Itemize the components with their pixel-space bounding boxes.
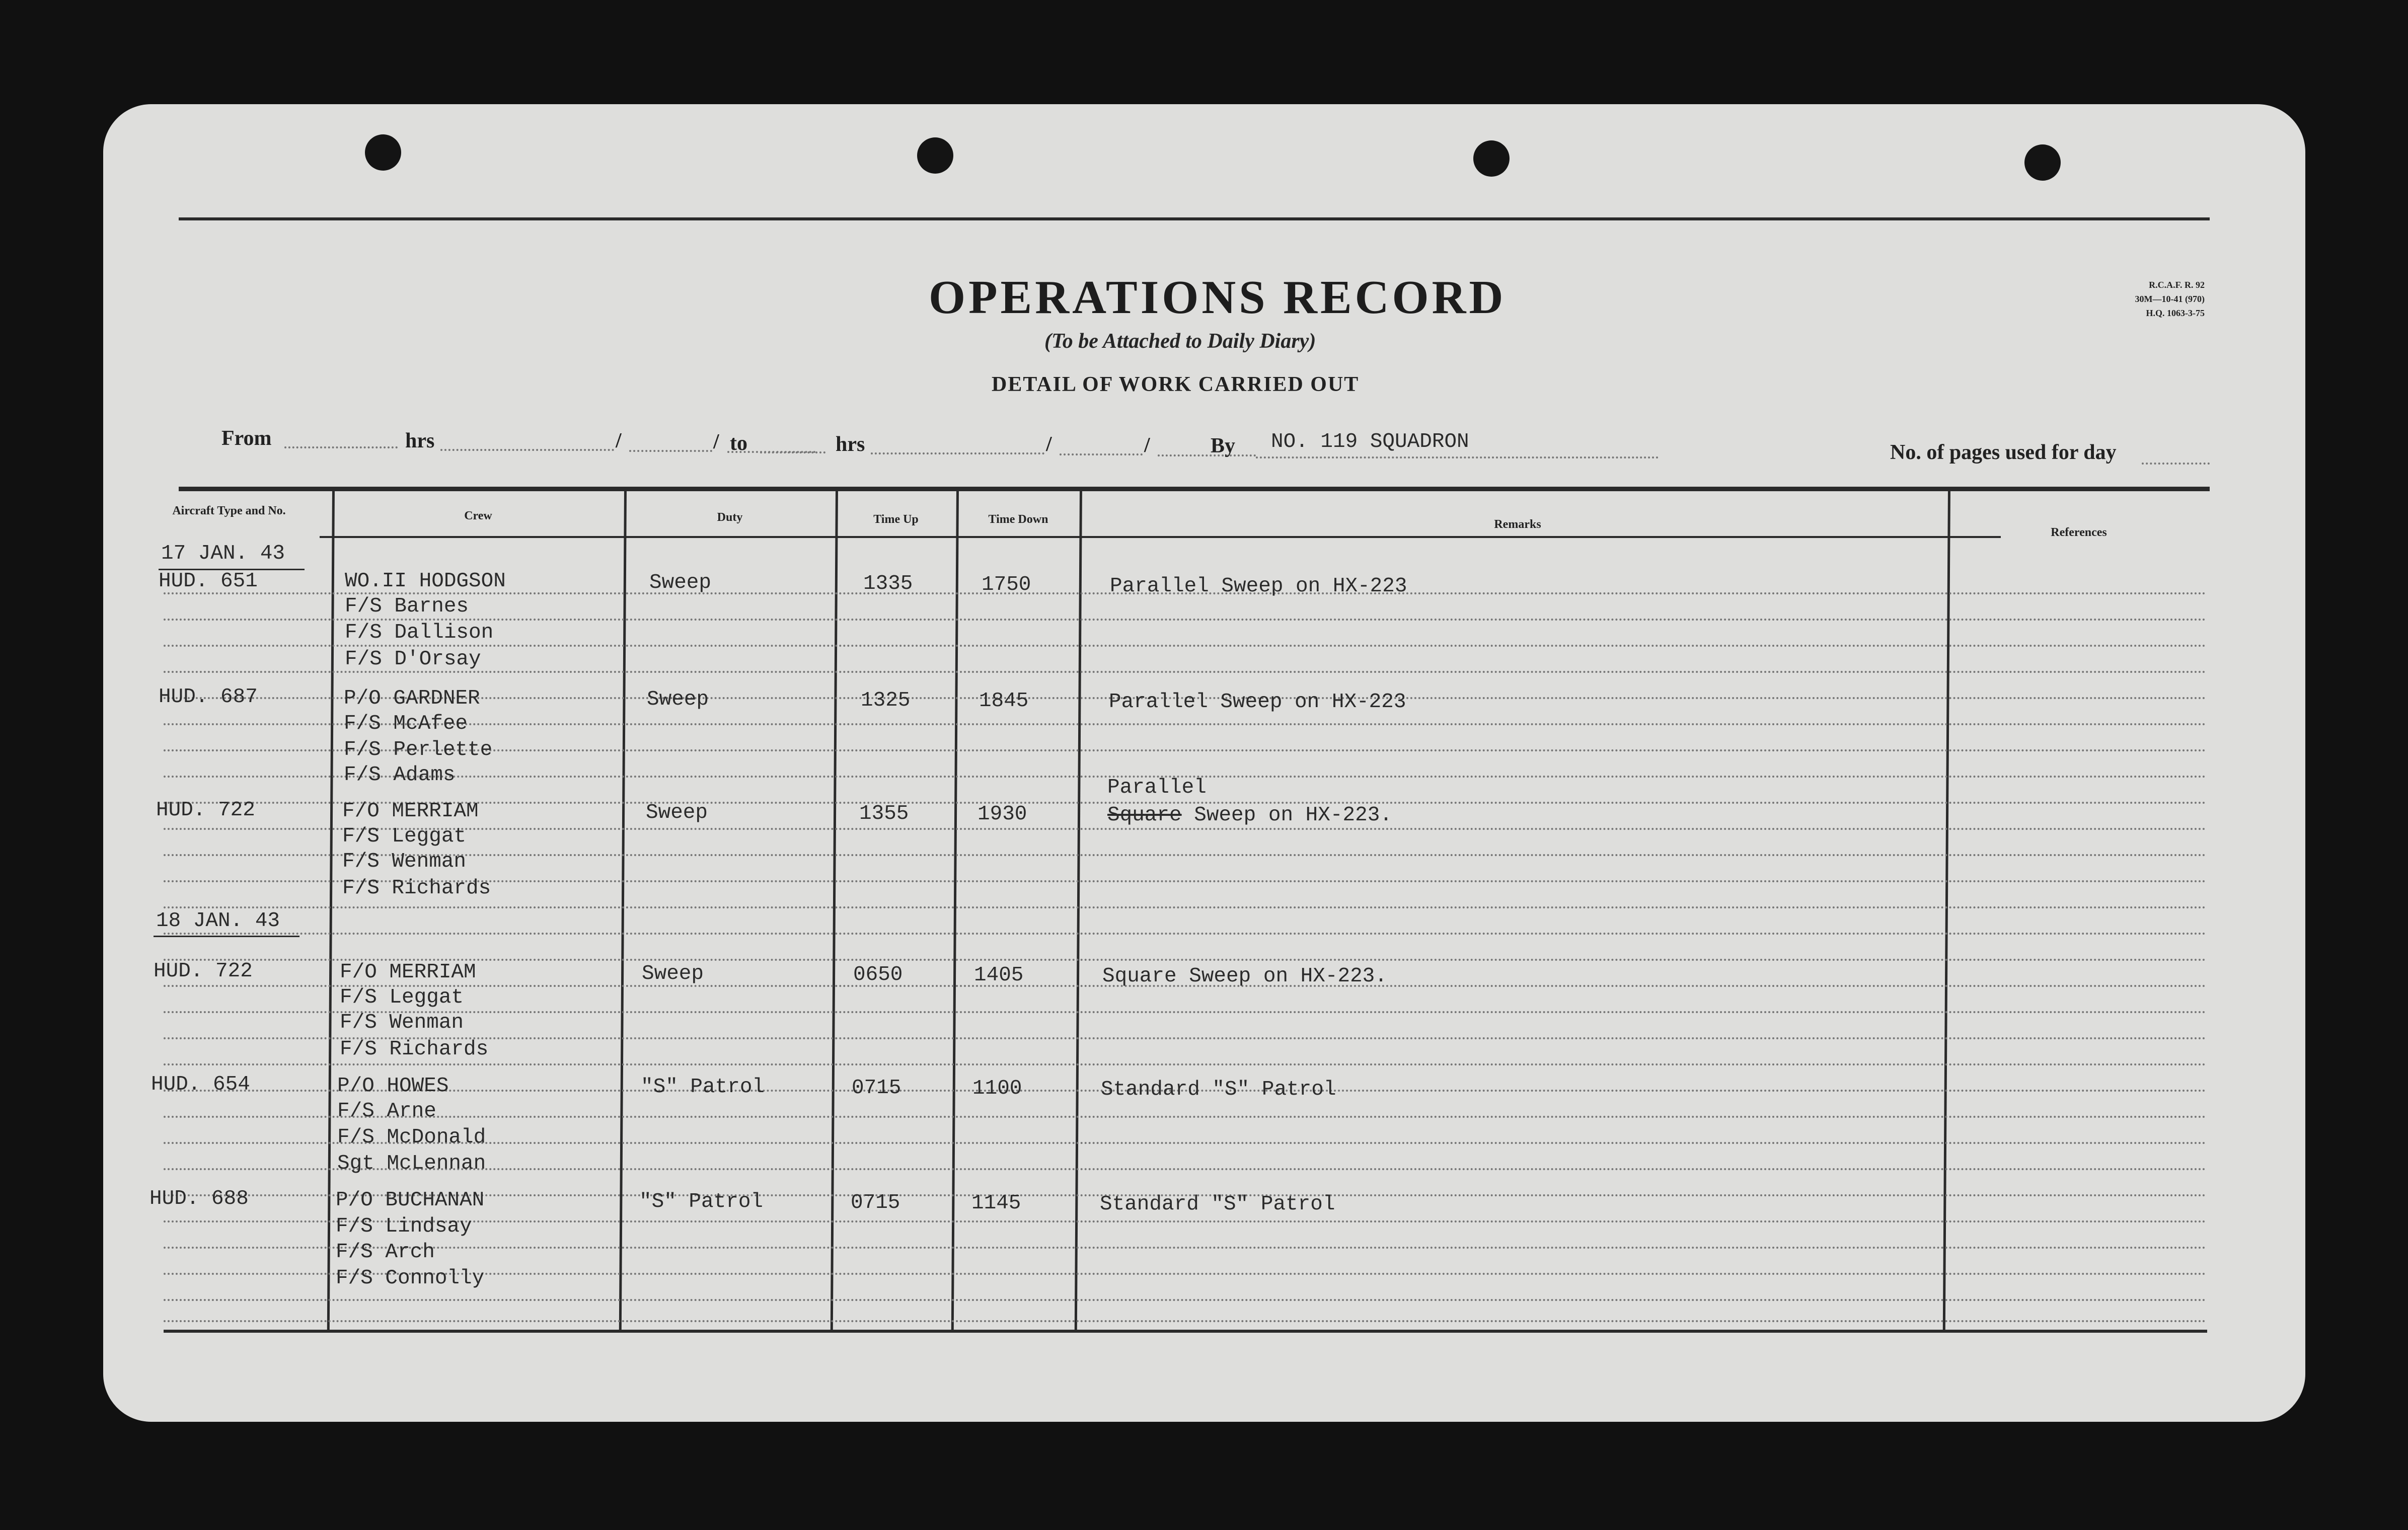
punch-hole (365, 134, 401, 171)
date-heading: 17 JAN. 43 (161, 542, 285, 565)
from-field (284, 446, 398, 448)
ruling-line (164, 645, 2207, 647)
ruling-line (164, 619, 2207, 621)
operations-record-card (103, 104, 2305, 1422)
crew-member: P/O GARDNER (344, 687, 480, 710)
page-subtitle: (To be Attached to Daily Diary) (1044, 330, 1316, 353)
aircraft-number: HUD. 688 (149, 1187, 249, 1210)
header-rule (320, 536, 2001, 538)
crew-member: F/S D'Orsay (345, 648, 481, 671)
hrs-label: hrs (836, 433, 865, 456)
slash: / (616, 429, 622, 452)
time-up: 0650 (853, 963, 903, 986)
to-field (760, 451, 825, 453)
hrs-field (440, 449, 614, 451)
duty: Sweep (649, 571, 712, 594)
header-aircraft: Aircraft Type and No. (172, 504, 286, 517)
crew-member: F/S Perlette (344, 738, 493, 761)
ruling-line (164, 1011, 2207, 1013)
crew-member: F/S Leggat (340, 986, 464, 1009)
ruling-line (164, 828, 2207, 830)
ruling-line (164, 1299, 2207, 1301)
time-up: 1325 (861, 689, 911, 712)
from-label: From (221, 427, 272, 450)
duty: Sweep (646, 801, 708, 824)
table-bottom-rule (164, 1330, 2207, 1333)
ruling-line (164, 1247, 2207, 1249)
slash: / (713, 430, 719, 453)
duty: Sweep (647, 688, 709, 711)
duty: "S" Patrol (639, 1190, 764, 1213)
time-up: 0715 (851, 1191, 900, 1214)
crew-member: F/S Richards (340, 1038, 489, 1061)
time-down: 1930 (977, 803, 1027, 826)
hrs-field (871, 452, 1044, 454)
aircraft-number: HUD. 722 (156, 799, 255, 822)
squadron-name: NO. 119 SQUADRON (1271, 430, 1469, 453)
slash: / (1046, 433, 1052, 456)
pages-label: No. of pages used for day (1890, 441, 2117, 464)
crew-member: F/S McAfee (344, 712, 468, 735)
crew-member: F/S Wenman (342, 850, 467, 873)
crew-member: F/S Dallison (345, 621, 494, 644)
ruling-line (164, 933, 2207, 935)
remarks: Parallel Sweep on HX-223 (1110, 575, 1407, 598)
ruling-line (164, 1063, 2207, 1065)
remarks-text: Sweep on HX-223. (1194, 804, 1392, 827)
header-crew: Crew (464, 509, 492, 522)
ruling-line (164, 1116, 2207, 1118)
remarks-insertion: Parallel (1107, 776, 1207, 799)
ruling-line (164, 671, 2207, 673)
hrs-label: hrs (405, 429, 435, 452)
pages-field (2142, 463, 2210, 465)
date-field (1158, 454, 1256, 456)
aircraft-number: HUD. 651 (159, 570, 258, 593)
crew-member: P/O HOWES (337, 1075, 449, 1098)
form-codes: R.C.A.F. R. 92 30M—10-41 (970) H.Q. 1063-3-75 (2135, 280, 2205, 318)
crew-member: F/O MERRIAM (342, 800, 479, 823)
time-up: 0715 (852, 1077, 901, 1100)
crew-member: WO.II HODGSON (345, 570, 506, 593)
col-divider (619, 489, 627, 1331)
remarks: Standard "S" Patrol (1101, 1078, 1336, 1101)
time-down: 1405 (974, 964, 1024, 987)
ruling-line (164, 723, 2207, 725)
crew-member: F/S McDonald (337, 1126, 486, 1149)
punch-hole (2024, 144, 2061, 181)
time-down: 1100 (972, 1077, 1022, 1100)
crew-member: F/S Arne (337, 1100, 436, 1123)
time-down: 1750 (982, 573, 1031, 596)
header-duty: Duty (717, 511, 743, 524)
crew-member: F/S Wenman (340, 1011, 464, 1034)
remarks-struck-word: Square (1107, 804, 1182, 827)
date-underline (154, 936, 299, 937)
squadron-field (1256, 456, 1659, 458)
aircraft-number: HUD. 722 (154, 960, 253, 983)
col-divider (327, 489, 335, 1331)
crew-member: F/S Adams (344, 763, 456, 787)
col-divider (1075, 489, 1082, 1331)
col-divider (1943, 489, 1950, 1331)
crew-member: F/S Leggat (342, 825, 467, 848)
duty: Sweep (642, 962, 704, 985)
punch-hole (917, 137, 953, 174)
header-time-up: Time Up (873, 513, 919, 526)
col-divider (831, 489, 838, 1331)
by-label: By (1211, 434, 1236, 457)
ruling-line (164, 854, 2207, 856)
top-rule (179, 217, 2210, 220)
crew-member: F/S Richards (342, 877, 491, 900)
remarks (1107, 804, 1392, 827)
remarks: Parallel Sweep on HX-223 (1109, 691, 1406, 714)
punch-hole (1473, 140, 1510, 177)
header-remarks: Remarks (1494, 518, 1541, 531)
date-heading: 18 JAN. 43 (156, 909, 280, 933)
crew-member: F/S Connolly (336, 1267, 485, 1290)
aircraft-number: HUD. 687 (159, 685, 258, 709)
remarks: Square Sweep on HX-223. (1102, 965, 1387, 988)
page-title: OPERATIONS RECORD (929, 271, 1507, 324)
remarks: Standard "S" Patrol (1100, 1193, 1335, 1216)
crew-member: P/O BUCHANAN (336, 1189, 485, 1212)
date-field (1060, 453, 1143, 455)
header-time-down: Time Down (988, 513, 1048, 526)
table-top-rule (179, 487, 2210, 491)
aircraft-number: HUD. 654 (151, 1073, 250, 1096)
header-references: References (2051, 526, 2107, 539)
time-down: 1145 (971, 1192, 1021, 1215)
ruling-line (164, 906, 2207, 908)
date-field (629, 450, 712, 452)
crew-member: F/S Arch (336, 1241, 435, 1264)
crew-member: F/S Barnes (345, 595, 469, 618)
time-up: 1355 (859, 802, 909, 825)
col-divider (951, 489, 959, 1331)
section-heading: DETAIL OF WORK CARRIED OUT (992, 373, 1360, 396)
time-down: 1845 (979, 690, 1029, 713)
crew-member: F/O MERRIAM (340, 961, 476, 984)
time-up: 1335 (863, 572, 913, 595)
to-label: to (730, 432, 747, 455)
crew-member: Sgt McLennan (337, 1152, 486, 1175)
crew-member: F/S Lindsay (336, 1215, 472, 1238)
slash: / (1144, 434, 1150, 457)
ruling-line (164, 1320, 2207, 1322)
duty: "S" Patrol (641, 1076, 765, 1099)
